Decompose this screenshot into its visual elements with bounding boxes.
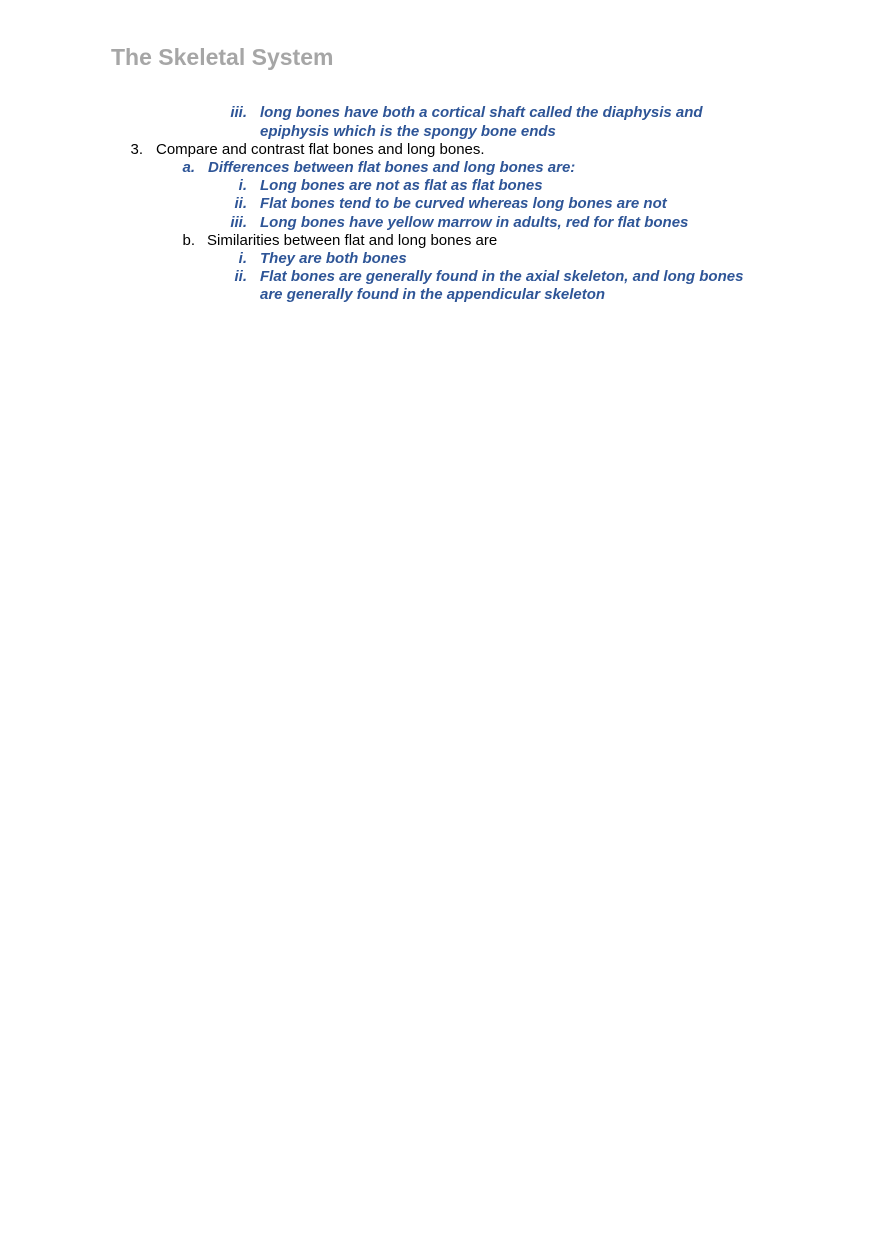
- list-marker: ii.: [234, 268, 247, 285]
- part-b-item-ii: [0, 268, 880, 304]
- part-b-heading: [0, 232, 880, 250]
- list-item-text-line2: are generally found in the appendicular skeleton: [260, 286, 606, 303]
- list-marker: iii.: [230, 214, 247, 231]
- part-text: Differences between flat bones and long bones are:: [208, 159, 576, 176]
- list-item-iii-continued: [0, 104, 880, 140]
- list-marker: iii.: [230, 104, 247, 121]
- part-text: Similarities between flat and long bones are: [207, 232, 498, 249]
- list-marker: ii.: [234, 195, 247, 212]
- part-marker: a.: [182, 159, 195, 176]
- part-a-heading: [0, 159, 880, 177]
- list-item-text: Long bones are not as flat as flat bones: [260, 177, 543, 194]
- page-header-title: The Skeletal System: [111, 44, 334, 70]
- list-item-text-line2: epiphysis which is the spongy bone ends: [260, 123, 556, 140]
- part-a-item-iii: [0, 214, 880, 232]
- part-marker: b.: [182, 232, 195, 249]
- part-a-item-i: [0, 177, 880, 195]
- part-b-item-i: [0, 250, 880, 268]
- part-a-item-ii: [0, 195, 880, 213]
- question-text: Compare and contrast flat bones and long bones.: [156, 141, 485, 158]
- list-item-text: Long bones have yellow marrow in adults, red for flat bones: [260, 214, 689, 231]
- question-number: 3.: [130, 141, 143, 158]
- list-item-text-line1: Flat bones are generally found in the axial skeleton, and long bones: [260, 268, 744, 285]
- question-3: [0, 141, 880, 159]
- list-item-text-line1: long bones have both a cortical shaft called the diaphysis and: [260, 104, 703, 121]
- list-marker: i.: [238, 250, 247, 267]
- list-item-text: They are both bones: [260, 250, 407, 267]
- list-item-text: Flat bones tend to be curved whereas long bones are not: [260, 195, 667, 212]
- list-marker: i.: [238, 177, 247, 194]
